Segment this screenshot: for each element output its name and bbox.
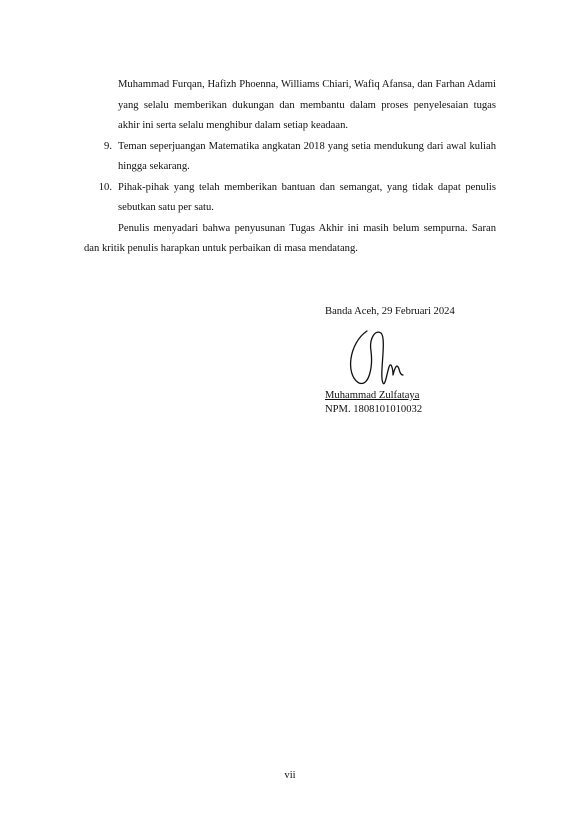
list-item-text: Pihak-pihak yang telah memberikan bantuan dan semangat, yang tidak dapat penulis sebutkan satu per satu. bbox=[118, 181, 496, 213]
signer-name: Muhammad Zulfataya bbox=[325, 390, 420, 401]
handwritten-signature-icon bbox=[339, 325, 429, 389]
list-item-text: Teman seperjuangan Matematika angkatan 2018 yang setia mendukung dari awal kuliah hingga sekarang. bbox=[118, 140, 496, 172]
signature-block bbox=[325, 305, 455, 417]
acknowledgement-text bbox=[84, 75, 496, 260]
list-item-number: 10. bbox=[98, 181, 112, 193]
list-item-continuation: Muhammad Furqan, Hafizh Phoenna, Williams Chiari, Wafiq Afansa, dan Farhan Adami yang selalu memberikan dukungan dan membantu dalam proses penyelesaian tugas akhir ini serta selalu menghibur dalam setiap keadaan. bbox=[118, 79, 496, 131]
list-item bbox=[84, 178, 496, 219]
closing-paragraph: Penulis menyadari bahwa penyusunan Tugas Akhir ini masih belum sempurna. Saran dan kritik penulis harapkan untuk perbaikan di masa mendatang. bbox=[84, 222, 496, 254]
list-item bbox=[84, 137, 496, 178]
page-number: vii bbox=[284, 770, 296, 781]
list-item-number: 9. bbox=[104, 140, 112, 152]
place-date: Banda Aceh, 29 Februari 2024 bbox=[325, 306, 455, 317]
signer-npm: NPM. 1808101010032 bbox=[325, 404, 423, 415]
